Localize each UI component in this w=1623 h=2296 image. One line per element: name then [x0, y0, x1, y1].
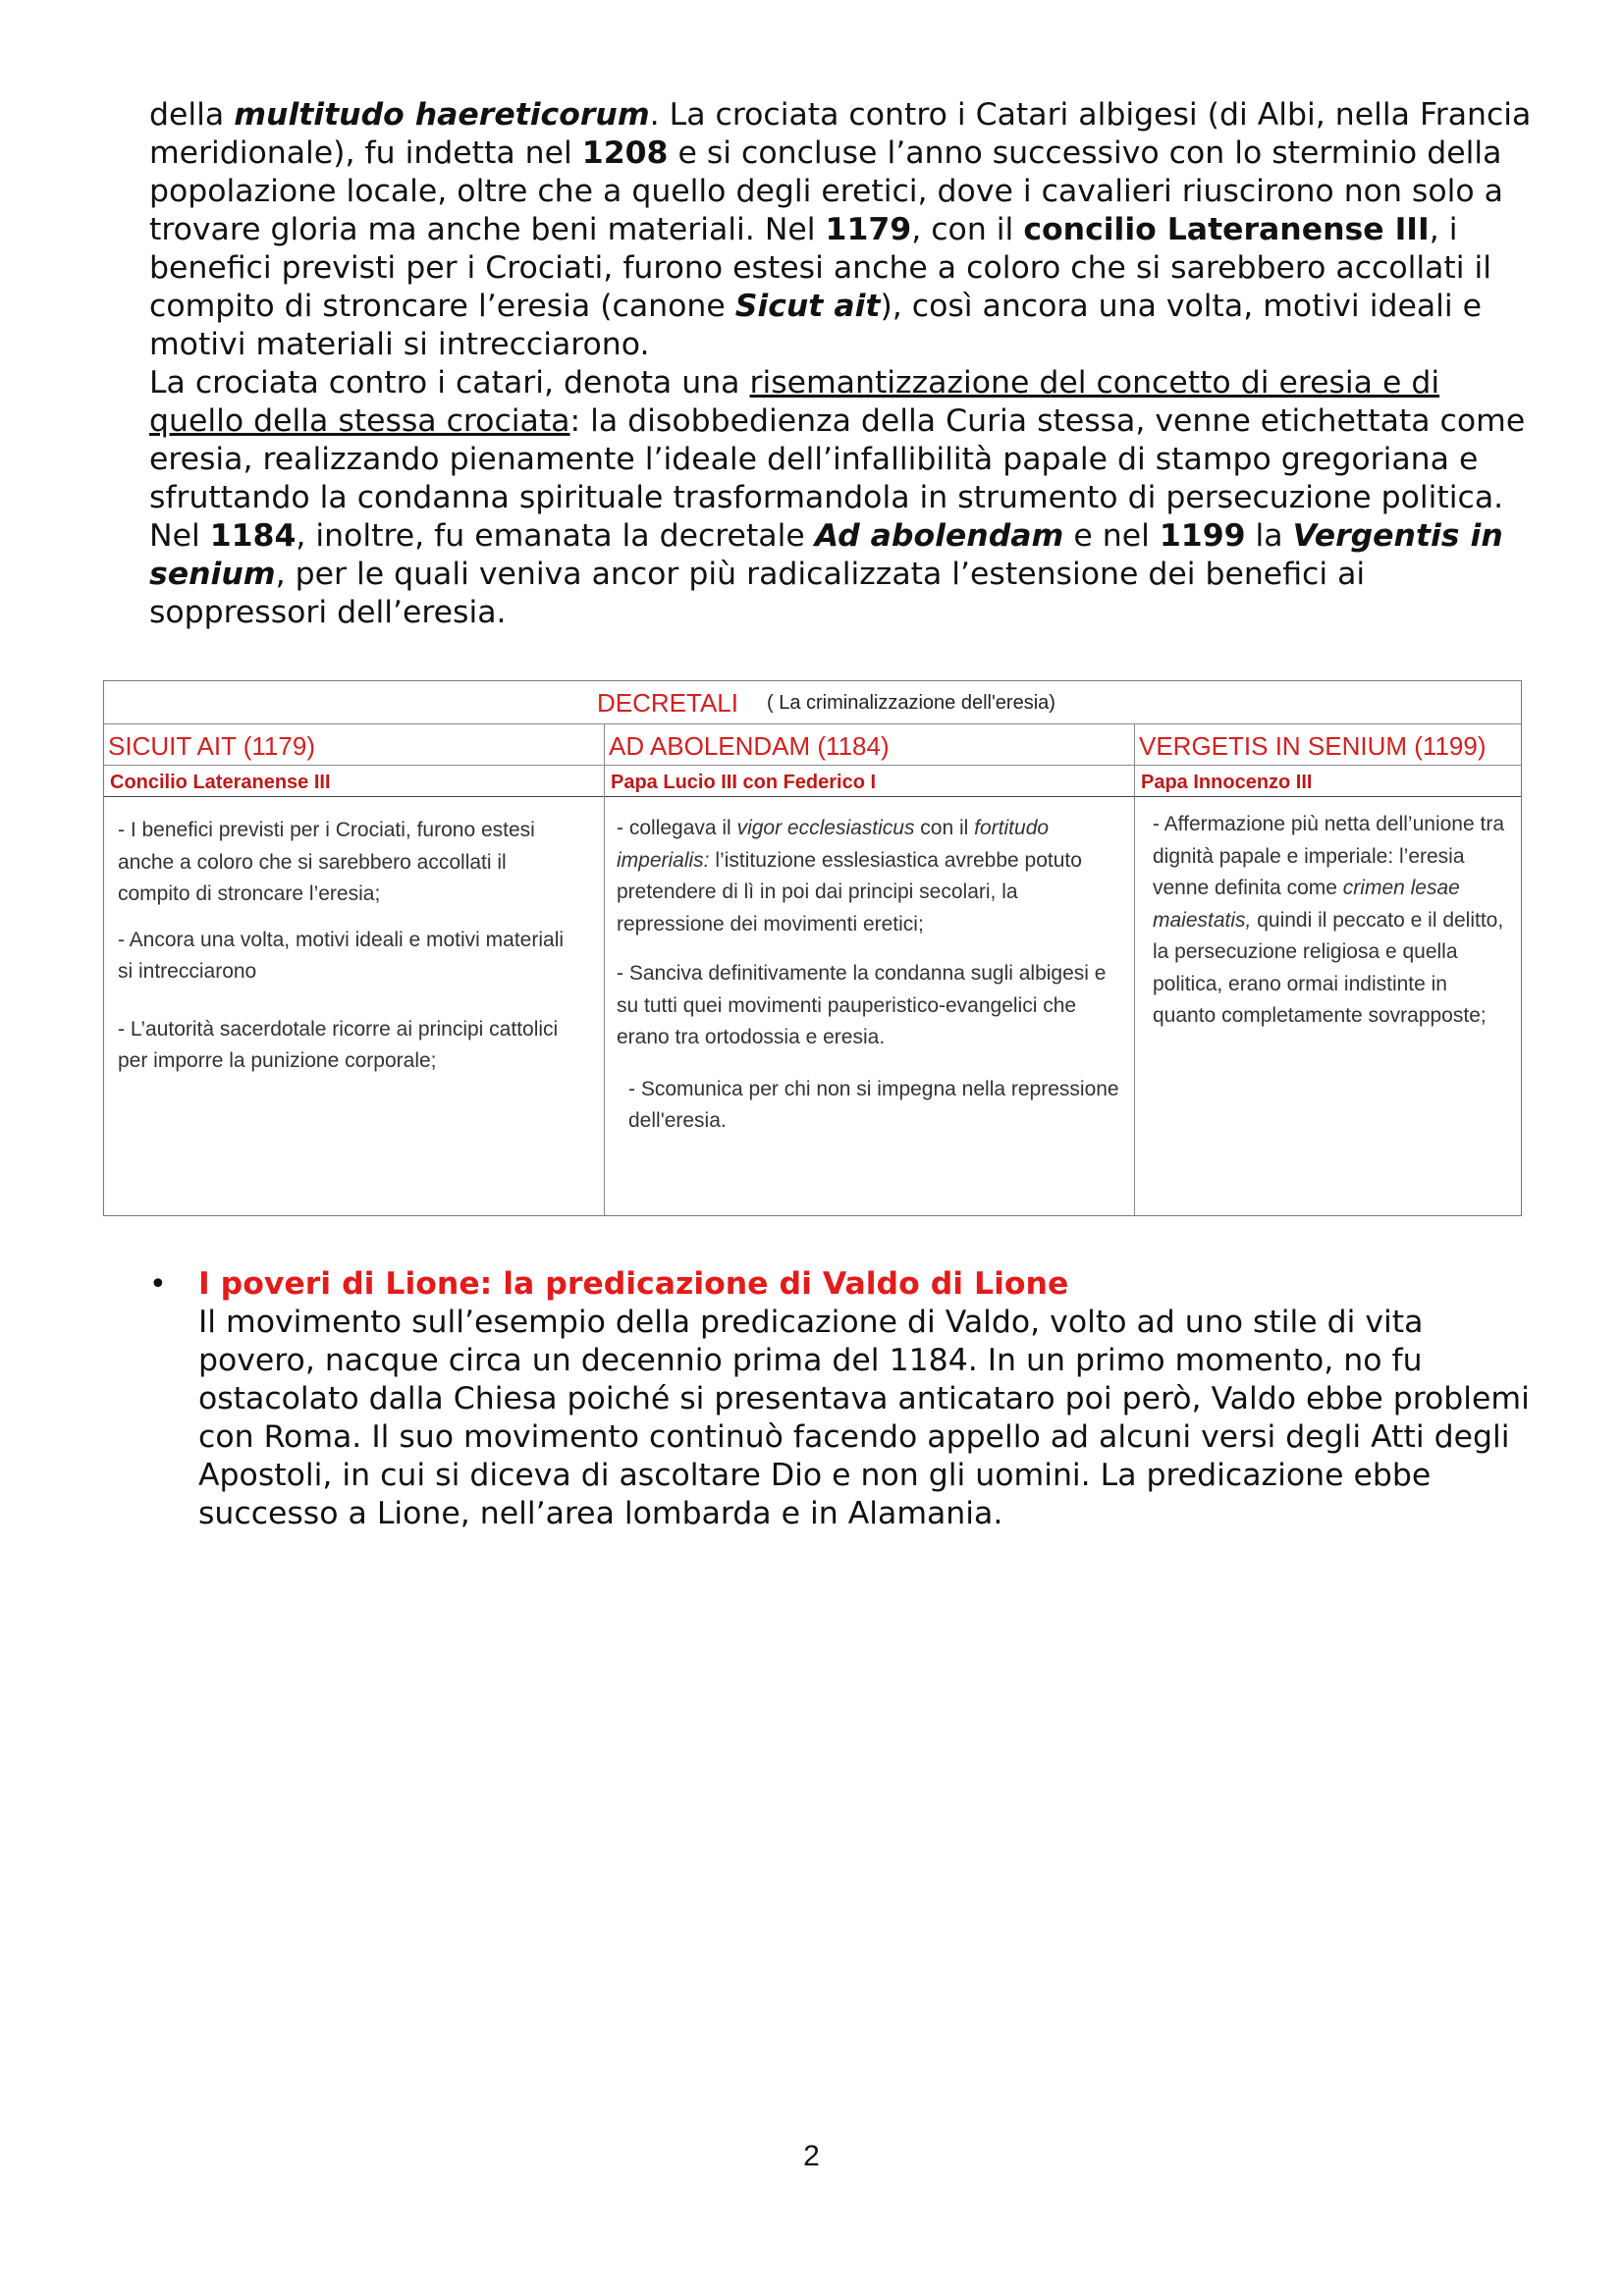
column-item: - I benefici previsti per i Crociati, furono estesi anche a coloro che si sarebbero accollati il compito di stroncare l’eresia; [118, 819, 535, 905]
text-run: della [149, 97, 235, 133]
column-subheading: Papa Lucio III con Federico I [605, 766, 1134, 797]
page-number: 2 [803, 2140, 820, 2172]
column-item: - L’autorità sacerdotale ricorre ai principi cattolici per imporre la punizione corporale; [118, 1017, 559, 1072]
year-bold: 1179 [825, 212, 912, 247]
text-run: la [1245, 518, 1293, 554]
paragraph-1 [149, 96, 1543, 364]
column-subheading: Concilio Lateranense III [104, 766, 604, 797]
text-run: , i benefici previsti per i Crociati, furono estesi anche a coloro che si sarebbero accollati il compito di stroncare l’eresia (canone [149, 212, 1492, 324]
table-column-sicut-ait [104, 724, 605, 1215]
text-run: quindi il peccato e il delitto, la persecuzione religiosa e quella politica, erano ormai indistinte in quanto completamente sovrapposte; [1153, 908, 1504, 1027]
year-bold: 1184 [209, 518, 297, 554]
column-heading: SICUIT AIT (1179) [104, 724, 604, 766]
year-bold: 1199 [1159, 518, 1246, 554]
text-run: l’istituzione esslesiastica avrebbe potuto pretendere di lì in poi dai principi secolari, la repressione dei movimenti eretici; [617, 848, 1082, 935]
paragraph-3 [149, 517, 1543, 632]
table-header [104, 681, 1521, 724]
text-run: - Affermazione più netta dell’unione tra dignità papale e imperiale: l’eresia venne definita come [1153, 813, 1505, 899]
column-heading: VERGETIS IN SENIUM (1199) [1135, 724, 1521, 766]
table-column-vergentis-in-senium [1135, 724, 1521, 1215]
text-run: e si concluse l’anno successivo con lo sterminio della popolazione locale, oltre che a quello degli eretici, dove i cavalieri riuscirono non solo a trovare gloria ma anche beni materiali. Nel [149, 135, 1503, 247]
column-item [605, 813, 1127, 940]
latin-term: vigor ecclesiasticus [736, 817, 915, 839]
underlined-phrase: risemantizzazione del concetto di eresia e di quello della stessa crociata [149, 365, 1440, 439]
latin-term: fortitudo imperialis: [617, 817, 1050, 872]
text-run: con il [914, 817, 975, 839]
year-bold: 1208 [581, 135, 669, 171]
paragraph-2 [149, 364, 1543, 517]
text-run: , inoltre, fu emanata la decretale [296, 518, 815, 554]
column-item: - Scomunica per chi non si impegna nella repressione dell'eresia. [628, 1077, 1119, 1132]
text-run: - collegava il [617, 817, 737, 839]
column-subheading: Papa Innocenzo III [1135, 766, 1521, 797]
text-run: : la disobbedienza della Curia stessa, venne etichettata come eresia, realizzando pienamente l’ideale dell’infallibilità papale di stampo gregoriana e sfruttando la condanna spirituale trasformandola in strumento di persecuzione politica. [149, 403, 1526, 515]
text-run: . La crociata contro i Catari albigesi (di Albi, nella Francia meridionale), fu indetta nel [149, 97, 1532, 171]
text-run: Nel [149, 518, 210, 554]
table-title: DECRETALI [597, 688, 738, 718]
bullet-marker: • [149, 1267, 167, 1302]
column-item: - Ancora una volta, motivi ideali e motivi materiali si intrecciarono [118, 928, 565, 983]
emphasis-term: multitudo haereticorum [234, 97, 650, 133]
section-text: Il movimento sull’esempio della predicazione di Valdo, volto ad uno stile di vita povero, nacque circa un decennio prima del 1184. In un primo momento, no fu ostacolato dalla Chiesa poiché si presentava anticataro poi però, Valdo ebbe problemi con Roma. Il suo movimento continuò facendo appello ad alcuni versi degli Atti degli Apostoli, in cui si diceva di ascoltare Dio e non gli uomini. La predicazione ebbe successo a Lione, nell’area lombarda e in Alamania. [198, 1305, 1530, 1531]
text-run: ), così ancora una volta, motivi ideali e motivi materiali si intrecciarono. [149, 289, 1483, 362]
bullet-content [198, 1265, 1543, 1533]
council-name: concilio Lateranense III [1023, 212, 1430, 247]
text-run: La crociata contro i catari, denota una [149, 365, 750, 400]
latin-term: crimen lesae maiestatis, [1153, 877, 1460, 932]
body-text [149, 96, 1543, 632]
text-run: , con il [911, 212, 1024, 247]
decretal-name: Vergentis in senium [149, 518, 1503, 592]
text-run: e nel [1063, 518, 1160, 554]
canon-name: Sicut ait [734, 289, 881, 324]
column-item [1135, 809, 1516, 1033]
table-column-ad-abolendam [605, 724, 1135, 1215]
decretali-table [103, 680, 1522, 1216]
table-subtitle: ( La criminalizzazione dell'eresia) [767, 692, 1055, 714]
text-run: , per le quali veniva ancor più radicalizzata l’estensione dei benefici ai soppressori dell’eresia. [149, 557, 1366, 630]
column-item: - Sanciva definitivamente la condanna sugli albigesi e su tutti quei movimenti pauperistico-evangelici che erano tra ortodossia e eresia. [617, 962, 1107, 1048]
column-heading: AD ABOLENDAM (1184) [605, 724, 1134, 766]
decretal-name: Ad abolendam [814, 518, 1064, 554]
section-heading: I poveri di Lione: la predicazione di Valdo di Lione [198, 1266, 1069, 1302]
